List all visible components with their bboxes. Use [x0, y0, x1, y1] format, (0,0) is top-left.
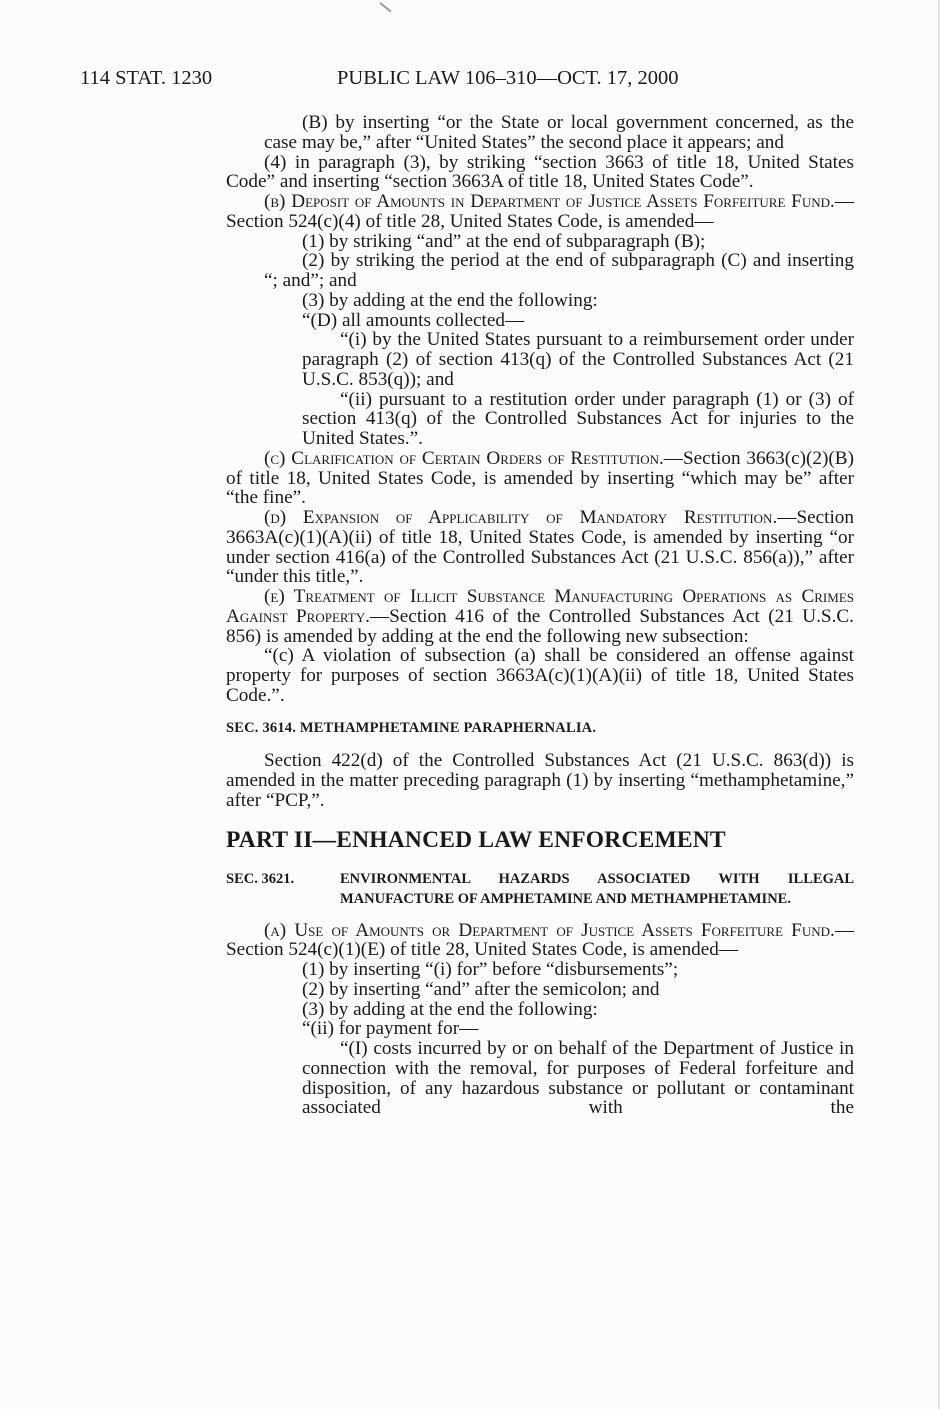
scan-mark — [379, 2, 391, 12]
section-heading-3614: SEC. 3614. METHAMPHETAMINE PARAPHERNALIA. — [226, 719, 597, 736]
paragraph: (1) by inserting “(i) for” before “disbursements”; — [302, 959, 679, 980]
subsection-heading: (b) Deposit of Amounts in Department of Justice Assets Forfeiture Fund. — [264, 191, 835, 212]
paragraph: “(i) by the United States pursuant to a reimbursement order under paragraph (2) of section 413(q) of the Controlled Substances Act (21 U.S.C. 853(q)); and — [302, 329, 854, 390]
subsection-text: —Section 3663(c)(2)(B) of title 18, United States Code, is amended by inserting “which may be” after “the fine”. — [226, 447, 854, 509]
paragraph: (2) by striking the period at the end of subparagraph (C) and inserting “; and”; and — [264, 250, 854, 291]
paragraph: “(I) costs incurred by or on behalf of the Department of Justice in connection with the removal, for purposes of Federal forfeiture and disposition, of any hazardous substance or pollutant or contaminant associated with the — [302, 1038, 854, 1119]
section-number: SEC. 3621. — [226, 870, 295, 887]
subsection-b — [226, 192, 854, 232]
subsection-c — [226, 449, 854, 508]
subsection-d — [226, 508, 854, 587]
subsection-e — [226, 587, 854, 646]
section-heading-3621 — [226, 869, 854, 909]
subsection-a — [226, 921, 854, 961]
paragraph: (2) by inserting “and” after the semicolon; and — [302, 978, 660, 1000]
paragraph: (B) by inserting “or the State or local government concerned, as the case may be,” after “United States” the second place it appears; and — [264, 112, 854, 153]
statute-citation: 114 STAT. 1230 — [80, 67, 213, 89]
paragraph: “(ii) pursuant to a restitution order under paragraph (1) or (3) of section 413(q) of the Controlled Substances Act for injuries to the United States.”. — [302, 388, 854, 449]
paragraph: “(D) all amounts collected— — [302, 309, 525, 331]
paragraph: “(c) A violation of subsection (a) shall be considered an offense against property for purposes of section 3663A(c)(1)(A)(ii) of title 18, United States Code.”. — [226, 645, 854, 706]
paragraph: (1) by striking “and” at the end of subparagraph (B); — [302, 230, 706, 252]
paragraph: (4) in paragraph (3), by striking “section 3663 of title 18, United States Code” and inserting “section 3663A of title 18, United States Code”. — [226, 151, 854, 193]
subsection-heading: (c) Clarification of Certain Orders of Restitution. — [264, 447, 664, 469]
running-header — [80, 66, 860, 90]
page-body — [226, 113, 854, 1118]
subsection-heading: (a) Use of Amounts or Department of Justice Assets Forfeiture Fund. — [264, 919, 835, 941]
paragraph: Section 422(d) of the Controlled Substances Act (21 U.S.C. 863(d)) is amended in the matter preceding paragraph (1) by inserting “methamphetamine,” after “PCP,”. — [226, 750, 854, 811]
part-title: PART II—ENHANCED LAW ENFORCEMENT — [226, 826, 726, 853]
paragraph: (3) by adding at the end the following: — [302, 289, 598, 311]
subsection-text: —Section 3663A(c)(1)(A)(ii) of title 18, United States Code, is amended by inserting “or under section 416(a) of the Controlled Substances Act (21 U.S.C. 856(a)),” after “under this title,”. — [226, 507, 854, 588]
subsection-text: —Section 416 of the Controlled Substances Act (21 U.S.C. 856) is amended by adding at the end the following new subsection: — [226, 605, 854, 647]
public-law-date: PUBLIC LAW 106–310—OCT. 17, 2000 — [337, 67, 679, 89]
section-title: ENVIRONMENTAL HAZARDS ASSOCIATED WITH ILLEGAL MANUFACTURE OF AMPHETAMINE AND METHAMPHETAMINE. — [340, 870, 854, 907]
subsection-heading: (e) Treatment of Illicit Substance Manufacturing Operations as Crimes Against Property. — [226, 586, 854, 627]
subsection-heading: (d) Expansion of Applicability of Mandatory Restitution. — [264, 507, 778, 528]
subsection-text: —Section 524(c)(4) of title 28, United States Code, is amended— — [226, 191, 854, 232]
paragraph: (3) by adding at the end the following: — [302, 998, 598, 1020]
subsection-text: —Section 524(c)(1)(E) of title 28, United States Code, is amended— — [226, 919, 854, 961]
paragraph: “(ii) for payment for— — [302, 1018, 479, 1040]
